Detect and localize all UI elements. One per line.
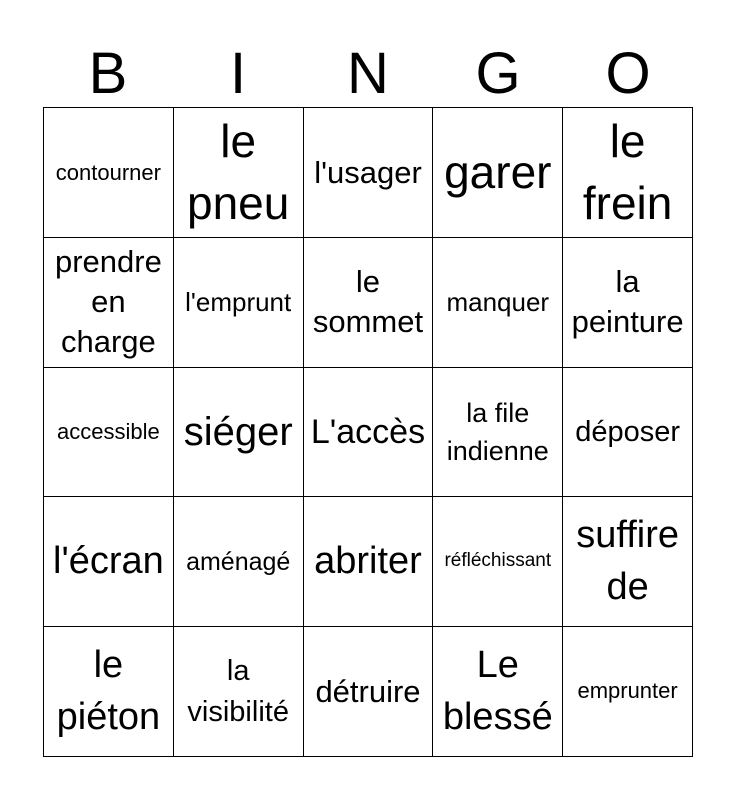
cell-text: L'accès [310, 412, 426, 451]
cell-text: aménagé [186, 547, 291, 576]
cell-text: le pneu [187, 115, 290, 230]
bingo-cell[interactable] [44, 368, 174, 498]
bingo-cell[interactable] [304, 108, 434, 238]
cell-text: détruire [315, 674, 421, 709]
bingo-cell[interactable] [44, 497, 174, 627]
bingo-cell[interactable] [174, 497, 304, 627]
bingo-cell[interactable] [563, 627, 693, 757]
bingo-cell[interactable] [174, 238, 304, 368]
cell-text: la visibilité [187, 655, 289, 728]
cell-text: la peinture [571, 263, 684, 340]
bingo-cell[interactable] [563, 238, 693, 368]
cell-text: garer [444, 145, 552, 198]
cell-text: le piéton [56, 644, 161, 738]
bingo-cell[interactable] [433, 368, 563, 498]
bingo-cell[interactable] [433, 238, 563, 368]
header-letter-n: N [347, 41, 389, 106]
header-letter-g: G [475, 41, 521, 106]
bingo-cell[interactable] [563, 368, 693, 498]
cell-text: la file indienne [446, 397, 549, 466]
cell-text: Le blessé [442, 644, 553, 738]
bingo-cell[interactable] [44, 627, 174, 757]
bingo-header [43, 40, 693, 108]
bingo-cell[interactable] [304, 238, 434, 368]
cell-text: manquer [446, 286, 550, 317]
cell-text: emprunter [577, 678, 678, 704]
cell-text: suffire de [576, 514, 679, 608]
header-letter-i: I [229, 41, 247, 106]
header-letter-b: B [88, 41, 128, 106]
bingo-cell[interactable] [44, 108, 174, 238]
bingo-grid [43, 107, 693, 757]
cell-text: le sommet [312, 263, 424, 340]
cell-text: abriter [314, 539, 422, 582]
cell-text: le frein [582, 115, 673, 230]
cell-text: réfléchissant [444, 550, 552, 572]
bingo-cell[interactable] [433, 627, 563, 757]
cell-text: prendre en charge [54, 243, 162, 360]
cell-text: siéger [183, 409, 293, 454]
bingo-cell[interactable] [433, 108, 563, 238]
cell-text: l'usager [314, 154, 422, 190]
bingo-cell[interactable] [304, 627, 434, 757]
bingo-cell[interactable] [174, 627, 304, 757]
header-letter-o: O [605, 41, 651, 106]
bingo-cell[interactable] [44, 238, 174, 368]
bingo-cell[interactable] [563, 108, 693, 238]
cell-text: l'écran [53, 539, 164, 582]
bingo-cell[interactable] [433, 497, 563, 627]
bingo-cell[interactable] [304, 368, 434, 498]
cell-text: déposer [575, 415, 680, 448]
cell-text: accessible [57, 418, 160, 444]
bingo-cell[interactable] [174, 108, 304, 238]
bingo-cell[interactable] [304, 497, 434, 627]
cell-text: l'emprunt [185, 286, 292, 317]
bingo-cell[interactable] [174, 368, 304, 498]
cell-text: contourner [55, 159, 161, 185]
bingo-cell[interactable] [563, 497, 693, 627]
